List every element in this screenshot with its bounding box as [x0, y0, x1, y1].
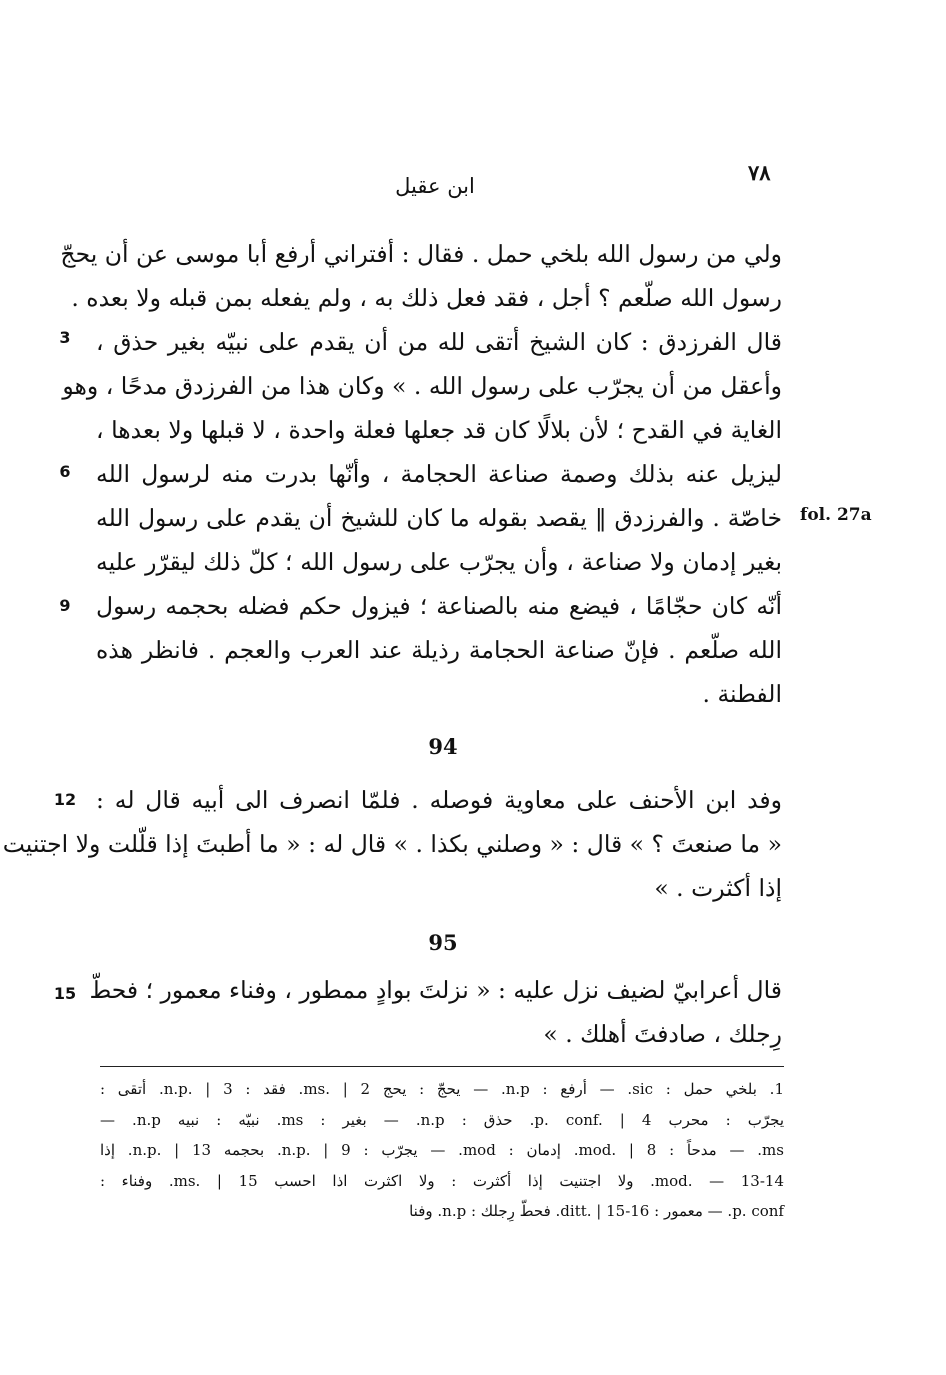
text-line: « ما صنعتَ ؟ » قال : « وصلني بكذا . » قال له : « ما أطبتَ إذا قلّلت ولا اجتنيت	[2, 830, 782, 858]
text-line: وأعقل من أن يجرّب على رسول الله . » وكان هذا من الفرزدق مدحًا ، وهو	[62, 372, 782, 400]
line-number: 9	[59, 596, 71, 615]
text-line: وفد ابن الأحنف على معاوية فوصله . فلمّا انصرف الى أبيه قال له :	[96, 786, 782, 814]
footnotes-block	[100, 1074, 784, 1227]
text-line: ولي من رسول الله بلخي حمل . فقال : أفتراني أرفع أبا موسى عن أن يحجّ	[60, 240, 782, 268]
footnote-line: p. conf. — معمور : ditt. | 15-16. فحطّ رِجلك : n.p. وفنا	[409, 1202, 784, 1220]
text-line: قال أعرابيّ لضيف نزل عليه : « نزلتَ بوادٍ ممطور ، وفناء معمور ؛ فحطّ	[89, 976, 782, 1004]
text-line: ليزيل عنه بذلك وصمة صناعة الحجامة ، وأنّها بدرت منه لرسول الله	[96, 460, 782, 488]
folio-margin-note: fol. 27a	[800, 505, 872, 525]
text-line: قال الفرزدق : كان الشيخ أتقى لله من أن يقدم على نبيّه بغير حذق ،	[96, 328, 782, 356]
footnote-line: mod. — 13-14. ولا اجتنيت إذا أكثرت : ولا اكثرت اذا احسب ms. | 15. وفناء :	[100, 1171, 784, 1190]
section-number-94: 94	[428, 734, 458, 759]
text-line: الله صلّعم . فإنّ صناعة الحجامة رذيلة عند العرب والعجم . فانظر هذه	[96, 636, 782, 664]
footnote-line: يجرّب : محرب p. conf. | 4. حذق : n.p. — بغير : ms. نبيّه : نبيه n.p. —	[100, 1110, 785, 1129]
footnote-line: ms. — مدحاً : mod. | 8. إدمان : mod. — يجرّب : n.p. | 9. بحجمه n.p. | 13. إذا	[100, 1141, 784, 1159]
text-line: الفطنة .	[702, 680, 782, 708]
line-number: 3	[59, 328, 71, 347]
section-95-text	[89, 968, 782, 1056]
text-line: رسول الله صلّعم ؟ أجل ، فقد فعل ذلك به ، ولم يفعله بمن قبله ولا بعده .	[71, 284, 782, 312]
text-line: بغير إدمان ولا صناعة ، وأن يجرّب على رسول الله ؛ كلّ ذلك ليقرّر عليه	[96, 548, 782, 576]
text-line: رِجلك ، صادفتَ أهلك . »	[543, 1020, 782, 1048]
footnote-rule	[100, 1066, 784, 1067]
section-number-95: 95	[428, 930, 458, 955]
running-title: ابن عقيل	[395, 174, 475, 198]
line-number: 15	[53, 984, 77, 1003]
footnote-line: 1. بلخي حمل : sic. — أرفع : n.p. — يحجّ : يحج ms. | 2. فقد : n.p. | 3. أتقى :	[100, 1080, 784, 1098]
text-line: أنّه كان حجّامًا ، فيضع منه بالصناعة ؛ فيزول حكم فضله بحجمه رسول	[96, 592, 782, 620]
line-number: 6	[59, 462, 71, 481]
line-number: 12	[53, 790, 77, 809]
text-line: إذا أكثرت . »	[654, 874, 782, 902]
text-line: الغاية في القدح ؛ لأن بلالًا كان قد جعلها فعلة واحدة ، لا قبلها ولا بعدها ،	[96, 416, 782, 444]
text-line: خاصّة . والفرزدق ‖ يقصد بقوله ما كان للشيخ أن يقدم على رسول الله	[96, 504, 782, 532]
page-number: ٧٨	[748, 160, 771, 185]
main-text-block	[60, 232, 782, 716]
